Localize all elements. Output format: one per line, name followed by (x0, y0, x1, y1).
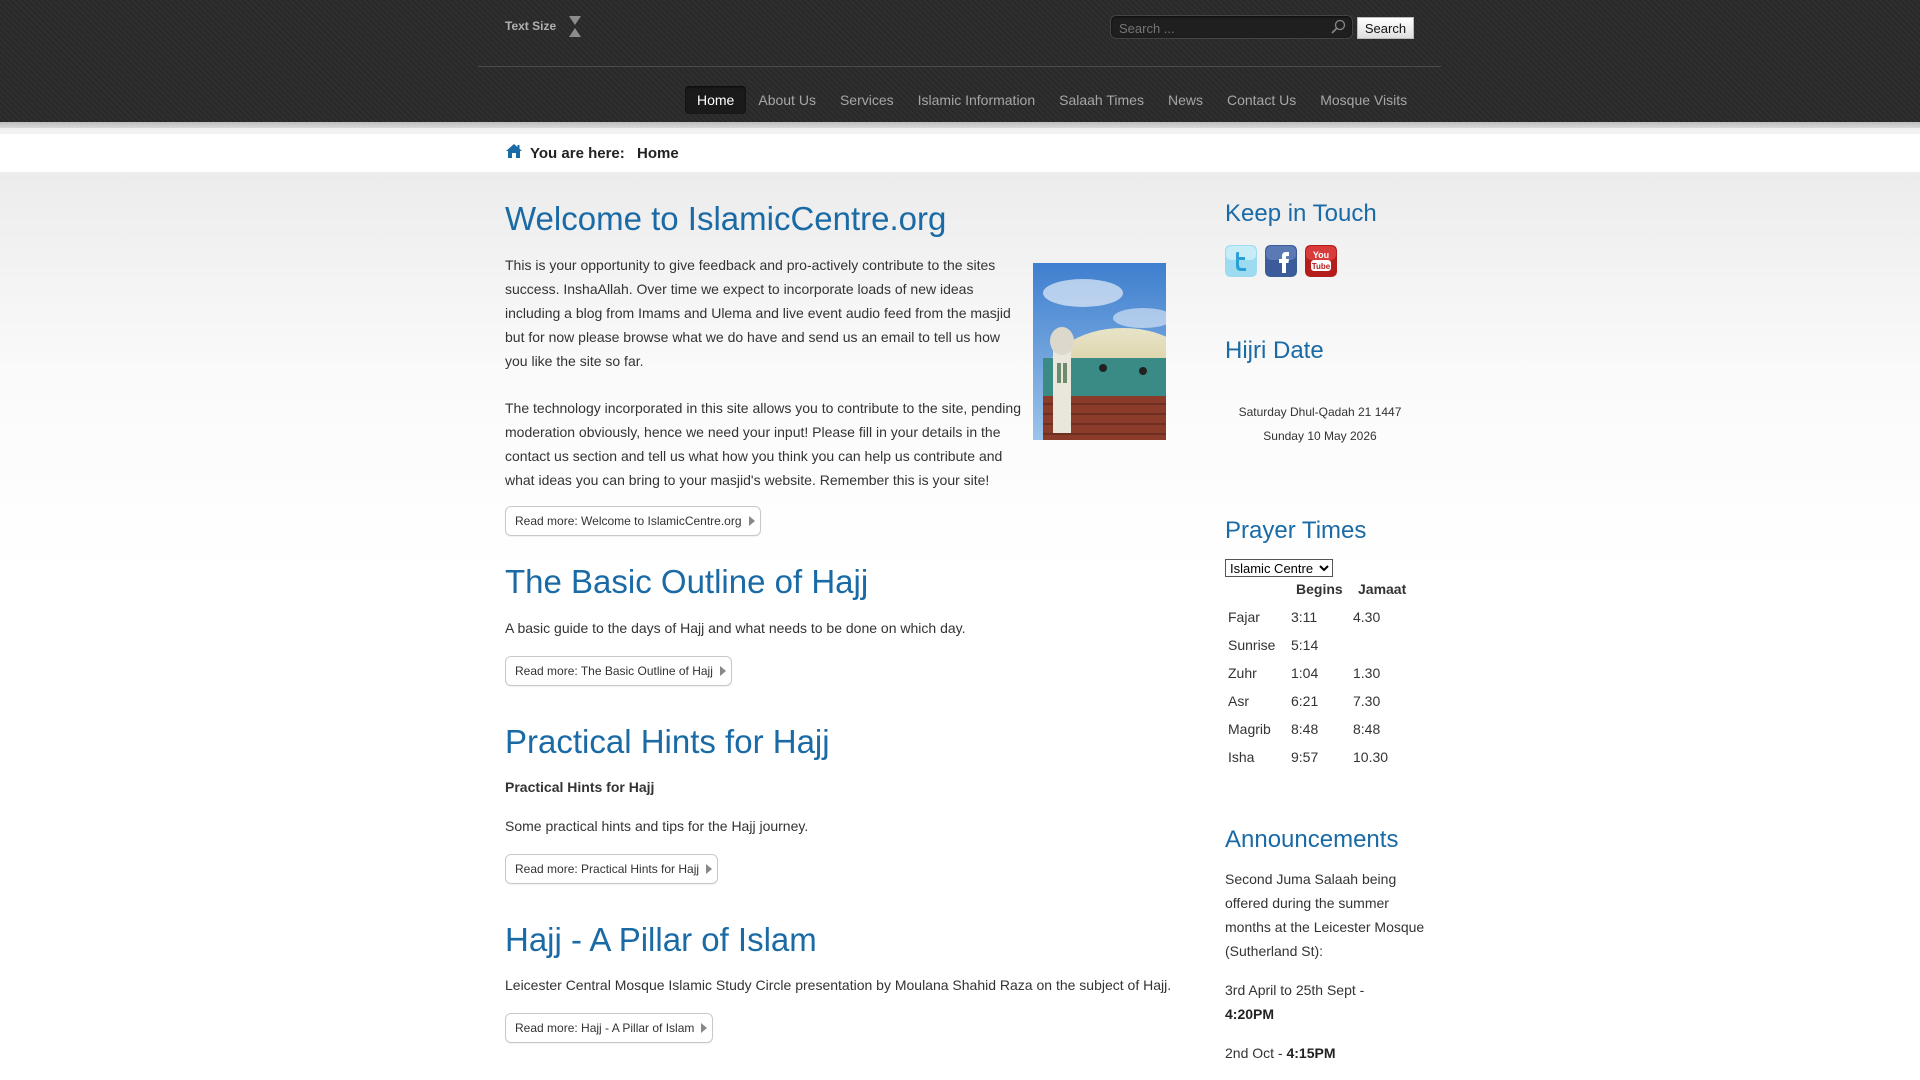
nav-item-news[interactable]: News (1167, 92, 1203, 108)
youtube-you-text: You (1312, 250, 1330, 260)
arrow-right-icon (749, 516, 755, 526)
prayer-begins: 6:21 (1291, 693, 1319, 709)
prayer-begins: 9:57 (1291, 749, 1319, 765)
read-more-button[interactable] (505, 1013, 713, 1043)
announcement-time: 4:20PM (1225, 1006, 1275, 1022)
text-size-increase-icon[interactable] (569, 28, 581, 37)
text-size-decrease-icon[interactable] (569, 16, 581, 25)
announcement-line (1225, 978, 1425, 1026)
prayer-name: Fajar (1228, 609, 1260, 625)
announcement-time: 4:15PM (1286, 1045, 1336, 1061)
article-paragraph: Some practical hints and tips for the Hajj journey. (505, 818, 809, 834)
announcement-date-range: 3rd April to 25th Sept - (1225, 982, 1365, 998)
prayer-begins: 3:11 (1291, 609, 1318, 625)
read-more-label: Read more: The Basic Outline of Hajj (515, 664, 713, 678)
column-header-begins: Begins (1296, 581, 1343, 597)
mosque-image (1033, 263, 1166, 440)
search-button[interactable]: Search (1357, 17, 1414, 39)
home-icon[interactable] (505, 143, 523, 159)
article-subtitle: Practical Hints for Hajj (505, 779, 655, 795)
announcement-line (1225, 1041, 1425, 1065)
read-more-button[interactable] (505, 854, 718, 884)
article-title[interactable]: The Basic Outline of Hajj (505, 563, 869, 600)
breadcrumb (0, 134, 1920, 172)
prayer-name: Isha (1228, 749, 1255, 765)
keep-in-touch-title: Keep in Touch (1225, 200, 1377, 227)
prayer-jamaat: 10.30 (1353, 749, 1389, 765)
text-size-label: Text Size (505, 19, 557, 33)
nav-item-salaah-times[interactable]: Salaah Times (1059, 92, 1144, 108)
nav-item-islamic-information[interactable]: Islamic Information (917, 92, 1036, 108)
gregorian-date: Sunday 10 May 2026 (1263, 429, 1377, 443)
nav-item-mosque-visits[interactable]: Mosque Visits (1320, 92, 1408, 108)
mosque-select[interactable] (1225, 559, 1333, 577)
read-more-label: Read more: Practical Hints for Hajj (515, 862, 700, 876)
site-header (0, 0, 1920, 124)
header-bottom-strip (0, 122, 1920, 128)
read-more-label: Read more: Hajj - A Pillar of Islam (515, 1021, 695, 1035)
prayer-begins: 5:14 (1291, 637, 1319, 653)
arrow-right-icon (720, 666, 726, 676)
prayer-name: Sunrise (1228, 637, 1276, 653)
article-paragraph: A basic guide to the days of Hajj and what needs to be done on which day. (505, 620, 966, 636)
article-title[interactable]: Practical Hints for Hajj (505, 723, 830, 760)
facebook-icon[interactable] (1265, 245, 1297, 277)
breadcrumb-label: You are here: (530, 145, 625, 162)
nav-item-about-us[interactable]: About Us (758, 92, 816, 108)
article-title[interactable]: Hajj - A Pillar of Islam (505, 921, 817, 958)
search-icon[interactable] (1330, 19, 1346, 35)
hijri-date: Saturday Dhul-Qadah 21 1447 (1238, 405, 1402, 419)
announcement-text: Second Juma Salaah being offered during the summer months at the Leicester Mosque (Sutherland St): (1225, 871, 1425, 959)
prayer-jamaat: 8:48 (1353, 721, 1381, 737)
prayer-name: Asr (1228, 693, 1249, 709)
prayer-begins: 8:48 (1291, 721, 1319, 737)
hijri-date-title: Hijri Date (1225, 337, 1324, 364)
announcement-date: 2nd Oct - (1225, 1045, 1283, 1061)
text-size-toggle-icon[interactable] (569, 16, 581, 38)
nav-item-home[interactable]: Home (685, 86, 746, 114)
read-more-button[interactable] (505, 656, 732, 686)
prayer-begins: 1:04 (1291, 665, 1319, 681)
youtube-tube-text: Tube (1311, 262, 1331, 271)
twitter-icon[interactable] (1225, 245, 1257, 277)
article-paragraph: The technology incorporated in this site allows you to contribute to the site, pending moderation obviously, hence we need your input! Please fill in your details in the contact us section and tell us what how you think you can help us contribute and what ideas you can bring to your masjid's website. Remember this is your site! (505, 400, 1021, 488)
nav-item-contact-us[interactable]: Contact Us (1226, 92, 1297, 108)
header-divider (478, 66, 1441, 67)
prayer-jamaat: 7.30 (1353, 693, 1381, 709)
article-paragraph: This is your opportunity to give feedback and pro-actively contribute to the sites success. InshaAllah. Over time we expect to incorporate loads of new ideas including a blog from Imams and Ulema and live event audio feed from the masjid but for now please browse what we do have and send us an email to tell us how you like the site so far. (505, 257, 1011, 369)
article-title[interactable]: Welcome to IslamicCentre.org (505, 200, 947, 237)
read-more-label: Read more: Welcome to IslamicCentre.org (515, 514, 742, 528)
nav-item-services[interactable]: Services (839, 92, 894, 108)
column-header-jamaat: Jamaat (1358, 581, 1407, 597)
prayer-jamaat: 4.30 (1353, 609, 1381, 625)
arrow-right-icon (706, 864, 712, 874)
announcements-title: Announcements (1225, 826, 1399, 853)
prayer-name: Zuhr (1228, 665, 1257, 681)
article-paragraph: Leicester Central Mosque Islamic Study Circle presentation by Moulana Shahid Raza on the subject of Hajj. (505, 977, 1172, 993)
youtube-icon[interactable] (1305, 245, 1337, 277)
prayer-times-title: Prayer Times (1225, 517, 1367, 544)
search-input[interactable] (1117, 18, 1326, 38)
prayer-name: Magrib (1228, 721, 1271, 737)
read-more-button[interactable] (505, 506, 761, 536)
search-box (1110, 15, 1353, 39)
arrow-right-icon (701, 1023, 707, 1033)
breadcrumb-current: Home (637, 145, 679, 162)
prayer-jamaat: 1.30 (1353, 665, 1381, 681)
main-nav (685, 86, 1419, 114)
